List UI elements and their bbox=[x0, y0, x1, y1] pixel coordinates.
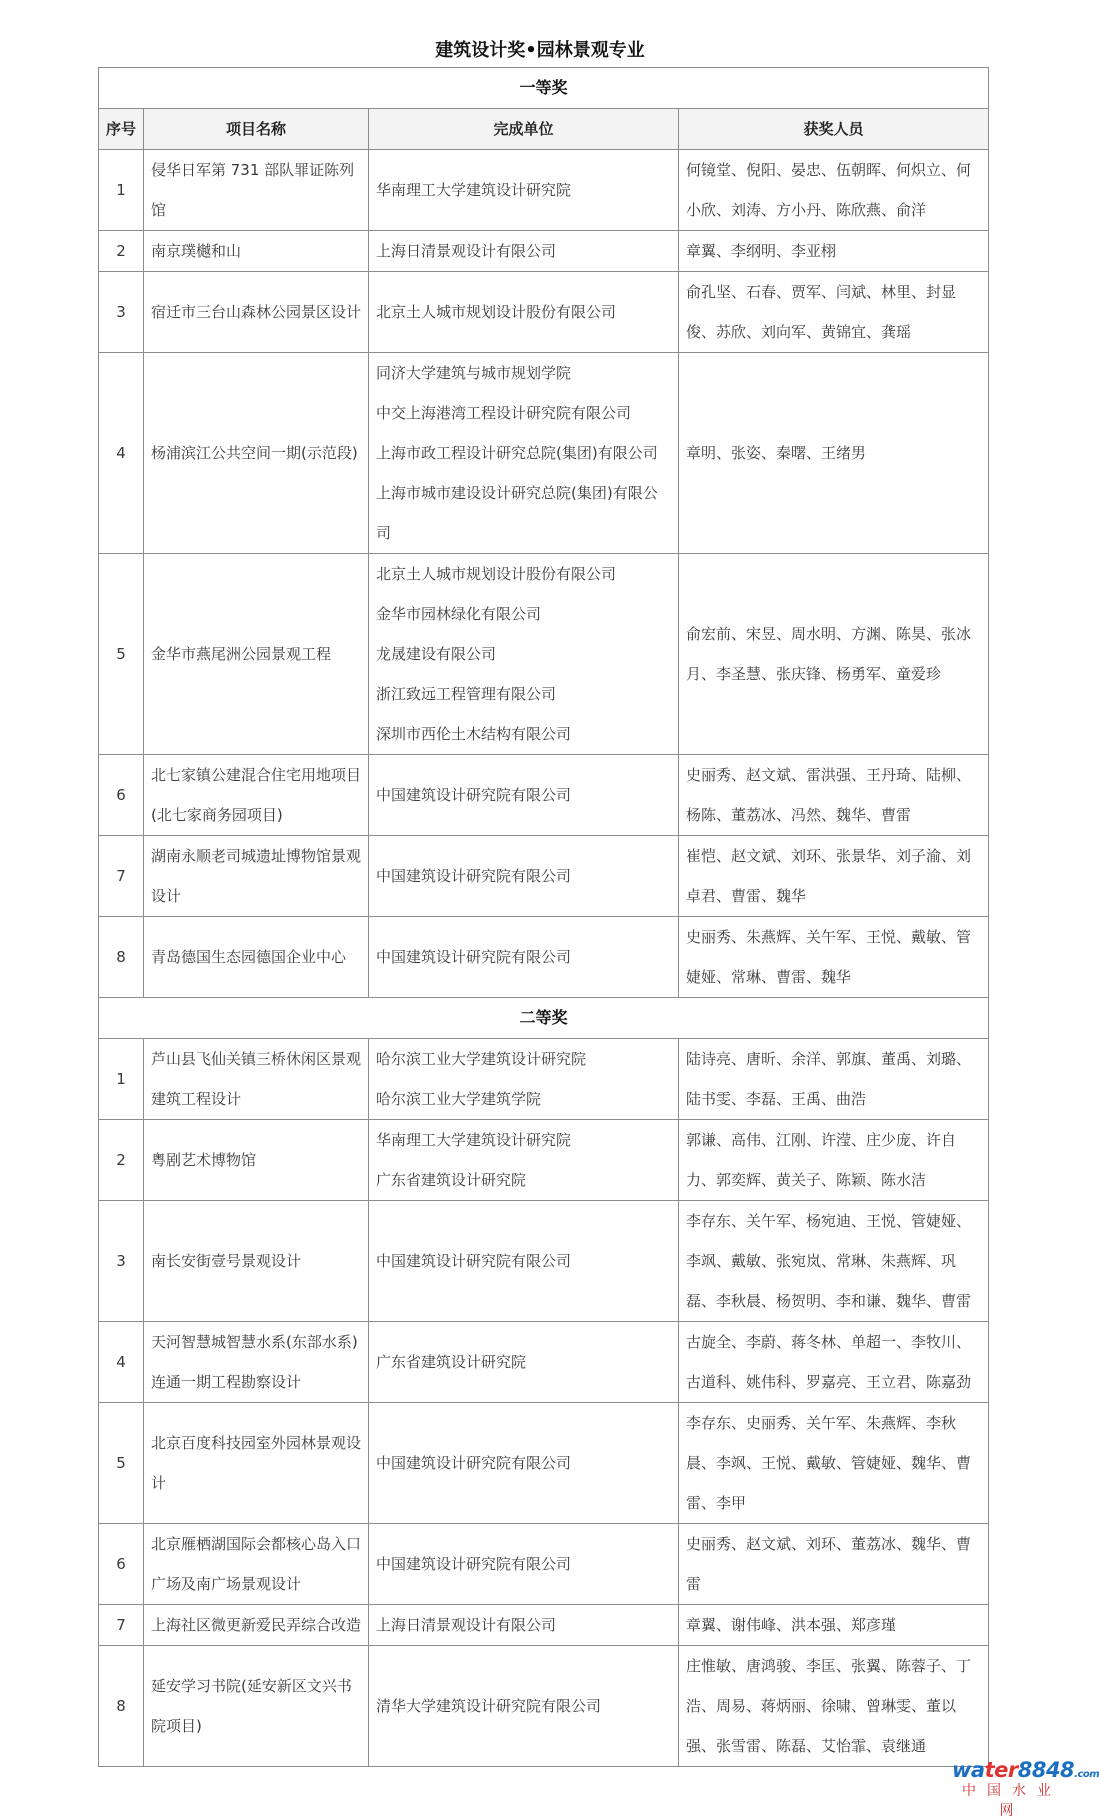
completion-units bbox=[369, 1403, 679, 1524]
row-index: 4 bbox=[99, 353, 144, 554]
project-name: 青岛德国生态园德国企业中心 bbox=[144, 917, 369, 998]
completion-unit: 中国建筑设计研究院有限公司 bbox=[376, 786, 572, 804]
award-section-title: 二等奖 bbox=[99, 998, 989, 1039]
completion-unit: 中交上海港湾工程设计研究院有限公司 bbox=[376, 404, 632, 422]
project-name: 北京雁栖湖国际会都核心岛入口广场及南广场景观设计 bbox=[144, 1524, 369, 1605]
award-section-title: 一等奖 bbox=[99, 68, 989, 109]
completion-units bbox=[369, 1039, 679, 1120]
row-index: 1 bbox=[99, 1039, 144, 1120]
awards-table bbox=[98, 67, 989, 1767]
project-name: 芦山县飞仙关镇三桥休闲区景观建筑工程设计 bbox=[144, 1039, 369, 1120]
project-name: 南京璞樾和山 bbox=[144, 231, 369, 272]
page-title: 建筑设计奖•园林景观专业 bbox=[435, 40, 645, 61]
table-row bbox=[99, 1201, 989, 1322]
completion-unit: 北京土人城市规划设计股份有限公司 bbox=[376, 303, 617, 321]
table-row bbox=[99, 554, 989, 755]
row-index: 4 bbox=[99, 1322, 144, 1403]
award-winners: 庄惟敏、唐鸿骏、李匡、张翼、陈蓉子、丁浩、周易、蒋炳丽、徐啸、曾琳雯、董以强、张雪雷、陈磊、艾怡霏、袁继通 bbox=[679, 1646, 989, 1767]
completion-unit: 清华大学建筑设计研究院有限公司 bbox=[376, 1697, 602, 1715]
completion-unit: 中国建筑设计研究院有限公司 bbox=[376, 1555, 572, 1573]
completion-unit: 哈尔滨工业大学建筑学院 bbox=[376, 1090, 542, 1108]
award-winners: 史丽秀、朱燕辉、关午军、王悦、戴敏、管婕娅、常琳、曹雷、魏华 bbox=[679, 917, 989, 998]
completion-unit: 浙江致远工程管理有限公司 bbox=[376, 685, 557, 703]
project-name: 宿迁市三台山森林公园景区设计 bbox=[144, 272, 369, 353]
completion-unit: 广东省建筑设计研究院 bbox=[376, 1353, 527, 1371]
completion-unit: 北京土人城市规划设计股份有限公司 bbox=[376, 565, 617, 583]
table-row bbox=[99, 272, 989, 353]
completion-unit: 金华市园林绿化有限公司 bbox=[376, 605, 542, 623]
row-index: 3 bbox=[99, 272, 144, 353]
row-index: 1 bbox=[99, 150, 144, 231]
completion-units bbox=[369, 554, 679, 755]
award-winners: 李存东、史丽秀、关午军、朱燕辉、李秋晨、李飒、王悦、戴敏、管婕娅、魏华、曹雷、李甲 bbox=[679, 1403, 989, 1524]
award-winners: 史丽秀、赵文斌、刘环、董荔冰、魏华、曹雷 bbox=[679, 1524, 989, 1605]
award-winners: 崔恺、赵文斌、刘环、张景华、刘子渝、刘卓君、曹雷、魏华 bbox=[679, 836, 989, 917]
award-winners: 李存东、关午军、杨宛迪、王悦、管婕娅、李飒、戴敏、张宛岚、常琳、朱燕辉、巩磊、李秋晨、杨贺明、李和谦、魏华、曹雷 bbox=[679, 1201, 989, 1322]
row-index: 7 bbox=[99, 1605, 144, 1646]
table-row bbox=[99, 353, 989, 554]
table-row bbox=[99, 1605, 989, 1646]
project-name: 延安学习书院(延安新区文兴书院项目) bbox=[144, 1646, 369, 1767]
completion-units bbox=[369, 755, 679, 836]
completion-unit: 中国建筑设计研究院有限公司 bbox=[376, 1252, 572, 1270]
table-row bbox=[99, 1322, 989, 1403]
completion-unit: 广东省建筑设计研究院 bbox=[376, 1171, 527, 1189]
completion-unit: 中国建筑设计研究院有限公司 bbox=[376, 948, 572, 966]
completion-unit: 中国建筑设计研究院有限公司 bbox=[376, 867, 572, 885]
completion-units bbox=[369, 1646, 679, 1767]
award-section-row bbox=[99, 998, 989, 1039]
table-row bbox=[99, 231, 989, 272]
table-row bbox=[99, 1524, 989, 1605]
row-index: 7 bbox=[99, 836, 144, 917]
table-row bbox=[99, 755, 989, 836]
row-index: 3 bbox=[99, 1201, 144, 1322]
row-index: 5 bbox=[99, 554, 144, 755]
table-row bbox=[99, 1403, 989, 1524]
project-name: 天河智慧城智慧水系(东部水系)连通一期工程勘察设计 bbox=[144, 1322, 369, 1403]
row-index: 5 bbox=[99, 1403, 144, 1524]
project-name: 上海社区微更新爱民弄综合改造 bbox=[144, 1605, 369, 1646]
watermark-text: 中国水业网 bbox=[962, 1783, 1062, 1819]
header-unit: 完成单位 bbox=[369, 109, 679, 150]
project-name: 侵华日军第 731 部队罪证陈列馆 bbox=[144, 150, 369, 231]
completion-unit: 同济大学建筑与城市规划学院 bbox=[376, 364, 572, 382]
completion-units bbox=[369, 917, 679, 998]
completion-unit: 华南理工大学建筑设计研究院 bbox=[376, 181, 572, 199]
completion-units bbox=[369, 150, 679, 231]
completion-unit: 上海日清景观设计有限公司 bbox=[376, 242, 557, 260]
completion-unit: 上海市城市建设设计研究总院(集团)有限公司 bbox=[376, 484, 658, 542]
table-row bbox=[99, 917, 989, 998]
header-row bbox=[99, 109, 989, 150]
completion-unit: 上海市政工程设计研究总院(集团)有限公司 bbox=[376, 444, 658, 462]
project-name: 北七家镇公建混合住宅用地项目(北七家商务园项目) bbox=[144, 755, 369, 836]
table-row bbox=[99, 1646, 989, 1767]
award-winners: 古旋全、李蔚、蒋冬林、单超一、李牧川、古道科、姚伟科、罗嘉亮、王立君、陈嘉劲 bbox=[679, 1322, 989, 1403]
completion-units bbox=[369, 1524, 679, 1605]
completion-units bbox=[369, 1605, 679, 1646]
project-name: 北京百度科技园室外园林景观设计 bbox=[144, 1403, 369, 1524]
header-people: 获奖人员 bbox=[679, 109, 989, 150]
header-project: 项目名称 bbox=[144, 109, 369, 150]
row-index: 6 bbox=[99, 755, 144, 836]
completion-units bbox=[369, 1201, 679, 1322]
watermark-logo: water8848.com bbox=[952, 1758, 1099, 1782]
award-winners: 何镜堂、倪阳、晏忠、伍朝晖、何炽立、何小欣、刘涛、方小丹、陈欣燕、俞洋 bbox=[679, 150, 989, 231]
table-row bbox=[99, 150, 989, 231]
completion-units bbox=[369, 272, 679, 353]
row-index: 8 bbox=[99, 917, 144, 998]
row-index: 6 bbox=[99, 1524, 144, 1605]
table-row bbox=[99, 1039, 989, 1120]
completion-unit: 上海日清景观设计有限公司 bbox=[376, 1616, 557, 1634]
completion-unit: 中国建筑设计研究院有限公司 bbox=[376, 1454, 572, 1472]
award-winners: 郭谦、高伟、江刚、许滢、庄少庞、许自力、郭奕辉、黄关子、陈颖、陈水洁 bbox=[679, 1120, 989, 1201]
completion-unit: 深圳市西伦土木结构有限公司 bbox=[376, 725, 572, 743]
project-name: 金华市燕尾洲公园景观工程 bbox=[144, 554, 369, 755]
award-winners: 陆诗亮、唐昕、余洋、郭旗、董禹、刘璐、陆书雯、李磊、王禹、曲浩 bbox=[679, 1039, 989, 1120]
project-name: 粤剧艺术博物馆 bbox=[144, 1120, 369, 1201]
completion-units bbox=[369, 836, 679, 917]
completion-units bbox=[369, 1120, 679, 1201]
table-row bbox=[99, 1120, 989, 1201]
completion-units bbox=[369, 231, 679, 272]
award-winners: 章明、张姿、秦曙、王绪男 bbox=[679, 353, 989, 554]
header-idx: 序号 bbox=[99, 109, 144, 150]
site-watermark bbox=[952, 1758, 1099, 1820]
award-winners: 俞孔坚、石春、贾军、闫斌、林里、封显俊、苏欣、刘向军、黄锦宜、龚瑶 bbox=[679, 272, 989, 353]
project-name: 湖南永顺老司城遗址博物馆景观设计 bbox=[144, 836, 369, 917]
completion-unit: 哈尔滨工业大学建筑设计研究院 bbox=[376, 1050, 587, 1068]
award-section-row bbox=[99, 68, 989, 109]
project-name: 南长安街壹号景观设计 bbox=[144, 1201, 369, 1322]
project-name: 杨浦滨江公共空间一期(示范段) bbox=[144, 353, 369, 554]
awards-table-body bbox=[99, 68, 989, 1767]
completion-unit: 龙晟建设有限公司 bbox=[376, 645, 497, 663]
award-winners: 章翼、谢伟峰、洪本强、郑彦瑾 bbox=[679, 1605, 989, 1646]
award-winners: 俞宏前、宋昱、周水明、方渊、陈昊、张冰月、李圣慧、张庆锋、杨勇军、童爱珍 bbox=[679, 554, 989, 755]
completion-units bbox=[369, 1322, 679, 1403]
row-index: 8 bbox=[99, 1646, 144, 1767]
row-index: 2 bbox=[99, 231, 144, 272]
award-winners: 史丽秀、赵文斌、雷洪强、王丹琦、陆柳、杨陈、董荔冰、冯然、魏华、曹雷 bbox=[679, 755, 989, 836]
completion-units bbox=[369, 353, 679, 554]
award-winners: 章翼、李纲明、李亚栩 bbox=[679, 231, 989, 272]
completion-unit: 华南理工大学建筑设计研究院 bbox=[376, 1131, 572, 1149]
table-row bbox=[99, 836, 989, 917]
row-index: 2 bbox=[99, 1120, 144, 1201]
